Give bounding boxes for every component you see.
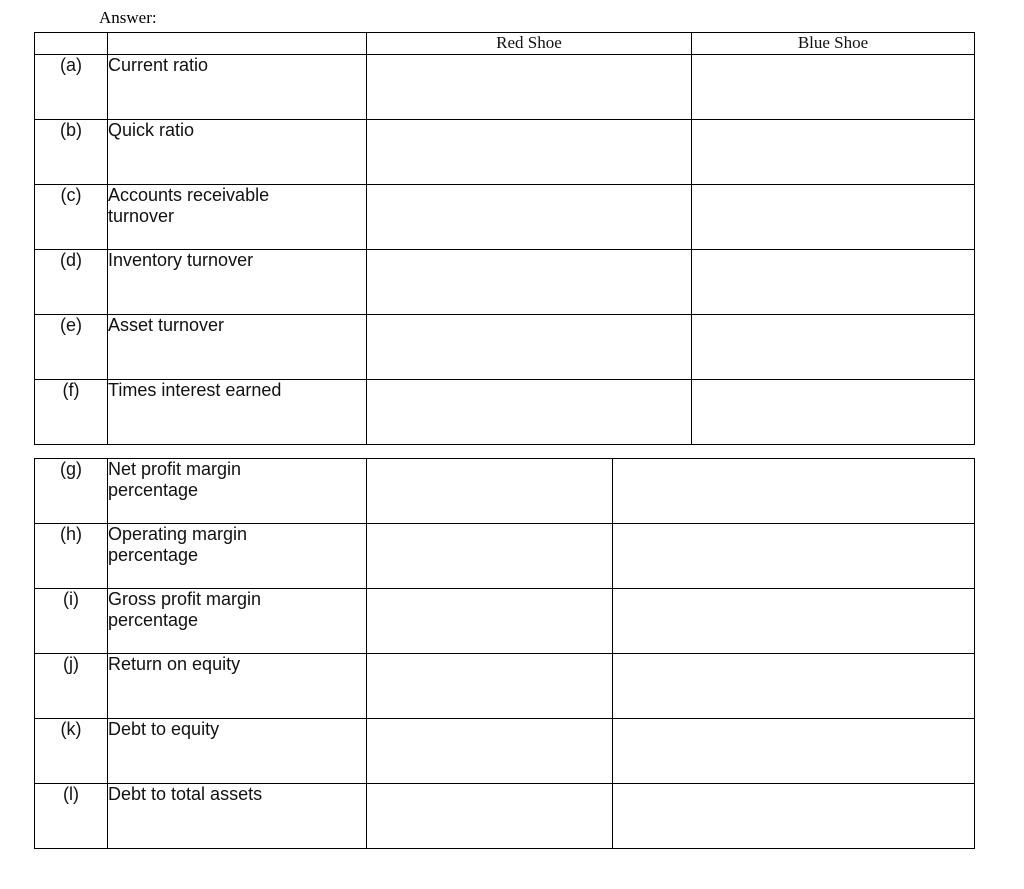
header-metric-cell [108, 33, 367, 55]
table-row [35, 654, 975, 719]
red-shoe-answer-cell[interactable] [367, 589, 613, 654]
row-metric: Debt to total assets [108, 784, 367, 849]
red-shoe-answer-cell[interactable] [367, 719, 613, 784]
row-metric: Debt to equity [108, 719, 367, 784]
row-metric: Current ratio [108, 55, 367, 120]
red-shoe-answer-cell[interactable] [367, 524, 613, 589]
table-header-row [35, 33, 975, 55]
row-letter: (a) [35, 55, 108, 120]
red-shoe-answer-cell[interactable] [367, 250, 692, 315]
red-shoe-answer-cell[interactable] [367, 185, 692, 250]
header-blue-shoe: Blue Shoe [692, 33, 975, 55]
row-metric: Gross profit margin percentage [108, 589, 367, 654]
row-metric: Quick ratio [108, 120, 367, 185]
row-metric: Accounts receivable turnover [108, 185, 367, 250]
blue-shoe-answer-cell[interactable] [692, 380, 975, 445]
ratio-table-top [34, 32, 975, 445]
red-shoe-answer-cell[interactable] [367, 55, 692, 120]
blue-shoe-answer-cell[interactable] [613, 654, 975, 719]
table-row [35, 250, 975, 315]
header-letter-cell [35, 33, 108, 55]
answer-label: Answer: [99, 8, 157, 27]
row-letter: (b) [35, 120, 108, 185]
row-metric: Times interest earned [108, 380, 367, 445]
red-shoe-answer-cell[interactable] [367, 459, 613, 524]
blue-shoe-answer-cell[interactable] [692, 315, 975, 380]
row-letter: (g) [35, 459, 108, 524]
red-shoe-answer-cell[interactable] [367, 315, 692, 380]
row-letter: (l) [35, 784, 108, 849]
row-letter: (i) [35, 589, 108, 654]
table-row [35, 459, 975, 524]
row-letter: (d) [35, 250, 108, 315]
blue-shoe-answer-cell[interactable] [692, 55, 975, 120]
red-shoe-answer-cell[interactable] [367, 120, 692, 185]
header-red-shoe: Red Shoe [367, 33, 692, 55]
table-row [35, 524, 975, 589]
blue-shoe-answer-cell[interactable] [692, 120, 975, 185]
blue-shoe-answer-cell[interactable] [613, 524, 975, 589]
table-row [35, 185, 975, 250]
blue-shoe-answer-cell[interactable] [613, 784, 975, 849]
table-row [35, 55, 975, 120]
row-letter: (c) [35, 185, 108, 250]
table-row [35, 315, 975, 380]
row-metric: Return on equity [108, 654, 367, 719]
blue-shoe-answer-cell[interactable] [613, 459, 975, 524]
ratio-table-bottom [34, 458, 975, 849]
row-letter: (j) [35, 654, 108, 719]
row-letter: (k) [35, 719, 108, 784]
red-shoe-answer-cell[interactable] [367, 380, 692, 445]
row-metric: Operating margin percentage [108, 524, 367, 589]
blue-shoe-answer-cell[interactable] [692, 185, 975, 250]
row-letter: (h) [35, 524, 108, 589]
blue-shoe-answer-cell[interactable] [692, 250, 975, 315]
row-letter: (f) [35, 380, 108, 445]
blue-shoe-answer-cell[interactable] [613, 719, 975, 784]
table-row [35, 784, 975, 849]
row-metric: Inventory turnover [108, 250, 367, 315]
red-shoe-answer-cell[interactable] [367, 784, 613, 849]
red-shoe-answer-cell[interactable] [367, 654, 613, 719]
row-letter: (e) [35, 315, 108, 380]
table-row [35, 719, 975, 784]
table-row [35, 120, 975, 185]
table-row [35, 380, 975, 445]
table-row [35, 589, 975, 654]
blue-shoe-answer-cell[interactable] [613, 589, 975, 654]
row-metric: Net profit margin percentage [108, 459, 367, 524]
row-metric: Asset turnover [108, 315, 367, 380]
